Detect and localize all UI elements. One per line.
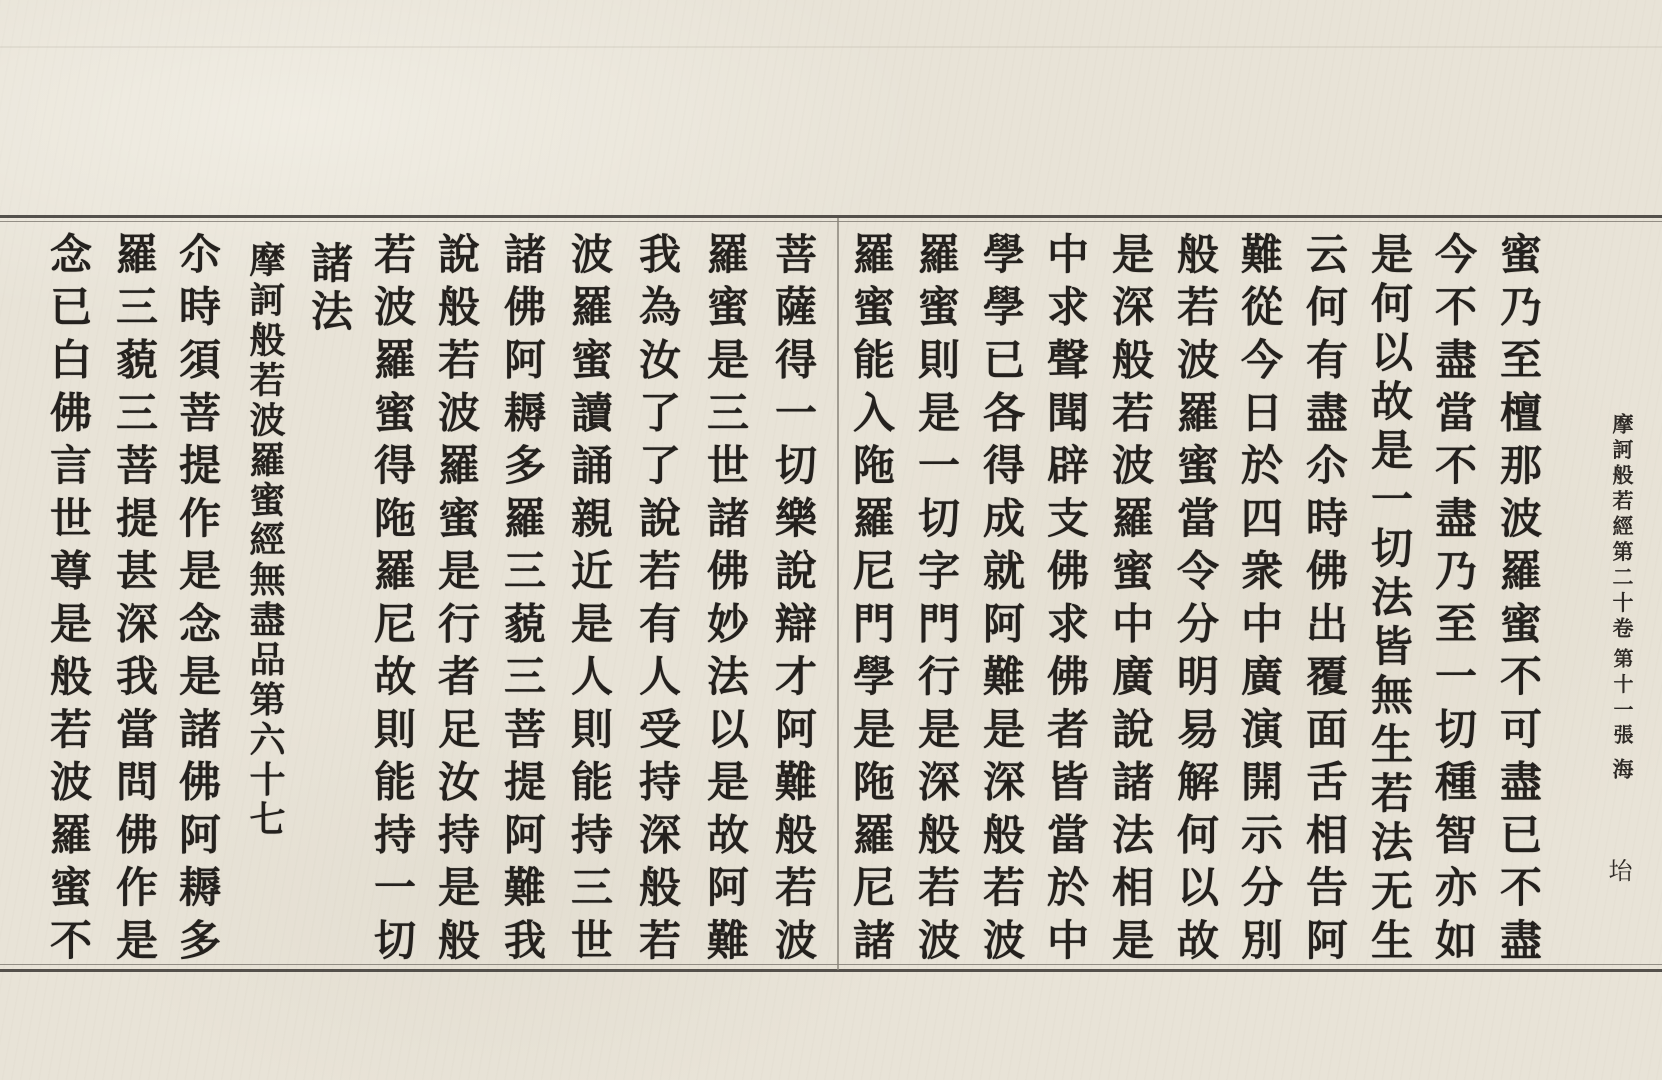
text-column: 念已白佛言世尊是般若波羅蜜不 (44, 232, 93, 960)
text-column: 般若波羅蜜當令分明易解何以故 (1171, 232, 1220, 960)
bottom-inner-border-line (0, 964, 1662, 965)
margin-series-mark: 海 (1610, 758, 1635, 779)
margin-carver-mark: 坮 (1604, 858, 1632, 882)
text-column: 波羅蜜讀誦親近是人則能持三世 (565, 232, 614, 960)
bottom-border-line (0, 969, 1662, 972)
text-column: 若波羅蜜得陁羅尼故則能持一切 (368, 232, 417, 960)
paper-seam (0, 46, 1662, 48)
text-column: 是何以故是一切法皆無生若法无生 (1365, 232, 1414, 960)
text-column: 今不盡當不盡乃至一切種智亦如 (1429, 232, 1478, 960)
text-column: 我為汝了了說若有人受持深般若 (633, 232, 682, 960)
text-column-end: 諸法 (305, 241, 354, 337)
text-column: 羅蜜則是一切字門行是深般若波 (912, 232, 961, 960)
margin-sheet-label: 第十一張 (1610, 648, 1634, 744)
text-column: 中求聲聞辟支佛求佛者皆當於中 (1041, 232, 1090, 960)
top-inner-border-line (0, 221, 1662, 222)
text-column: 學學已各得成就阿難是深般若波 (977, 232, 1026, 960)
margin-volume-label: 摩訶般若經第二十卷 (1610, 413, 1635, 638)
top-border-line (0, 215, 1662, 218)
text-column: 尒時須菩提作是念是諸佛阿耨多 (173, 232, 222, 960)
text-column: 諸佛阿耨多羅三藐三菩提阿難我 (498, 232, 547, 960)
text-column: 難從今日於四衆中廣演開示分別 (1235, 232, 1284, 960)
chapter-heading: 摩訶般若波羅蜜經無盡品第六十七 (244, 241, 286, 836)
text-column: 云何有盡尒時佛出覆面舌相告阿 (1300, 232, 1349, 960)
text-column: 是深般若波羅蜜中廣說諸法相是 (1106, 232, 1155, 960)
text-column: 蜜乃至檀那波羅蜜不可盡已不盡 (1494, 232, 1543, 960)
center-fold-line (837, 218, 839, 970)
text-column: 羅三藐三菩提甚深我當問佛作是 (110, 232, 159, 960)
text-column: 菩薩得一切樂說辯才阿難般若波 (769, 232, 818, 960)
text-column: 羅蜜是三世諸佛妙法以是故阿難 (701, 232, 750, 960)
text-column: 說般若波羅蜜是行者足汝持是般 (432, 232, 481, 960)
text-column: 羅蜜能入陁羅尼門學是陁羅尼諸 (847, 232, 896, 960)
